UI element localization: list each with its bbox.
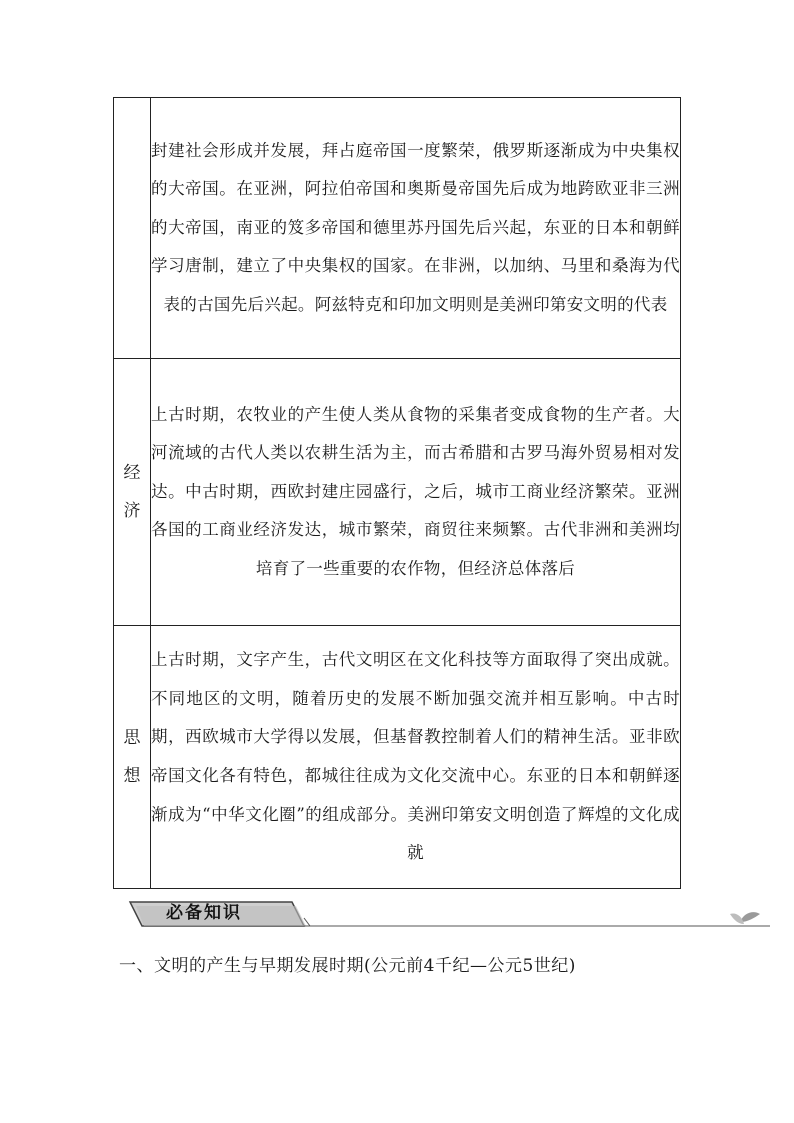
table-row [114,626,681,889]
row-content: 上古时期，文字产生，古代文明区在文化科技等方面取得了突出成就。不同地区的文明，随着历史的发展不断加强交流并相互影响。中古时期，西欧城市大学得以发展，但基督教控制着人们的精神生活。亚非欧帝国文化各有特色，都城往往成为文化交流中心。东亚的日本和朝鲜逐渐成为“中华文化圈”的组成部分。美洲印第安文明创造了辉煌的文化成就 [151,626,681,889]
row-label [114,359,151,626]
row-label-char: 济 [123,501,141,521]
summary-table [113,97,681,889]
table-row [114,98,681,359]
banner-title: 必备知识 [166,903,242,923]
row-content: 上古时期，农牧业的产生使人类从食物的采集者变成食物的生产者。大河流域的古代人类以农耕生活为主，而古希腊和古罗马海外贸易相对发达。中古时期，西欧封建庄园盛行，之后，城市工商业经济繁荣。亚洲各国的工商业经济发达，城市繁荣，商贸往来频繁。古代非洲和美洲均培育了一些重要的农作物，但经济总体落后 [151,359,681,626]
row-label-char: 思 [123,728,141,748]
row-label [114,626,151,889]
leaf-icon [730,912,760,924]
table-row [114,359,681,626]
section-heading: 一、文明的产生与早期发展时期(公元前4千纪—公元5世纪) [119,956,576,976]
row-label-char: 想 [123,766,141,786]
row-label-char: 经 [123,463,141,483]
row-content: 封建社会形成并发展，拜占庭帝国一度繁荣，俄罗斯逐渐成为中央集权的大帝国。在亚洲，阿拉伯帝国和奥斯曼帝国先后成为地跨欧亚非三洲的大帝国，南亚的笈多帝国和德里苏丹国先后兴起，东亚的日本和朝鲜学习唐制，建立了中央集权的国家。在非洲，以加纳、马里和桑海为代表的古国先后兴起。阿兹特克和印加文明则是美洲印第安文明的代表 [151,98,681,359]
row-label [114,98,151,359]
